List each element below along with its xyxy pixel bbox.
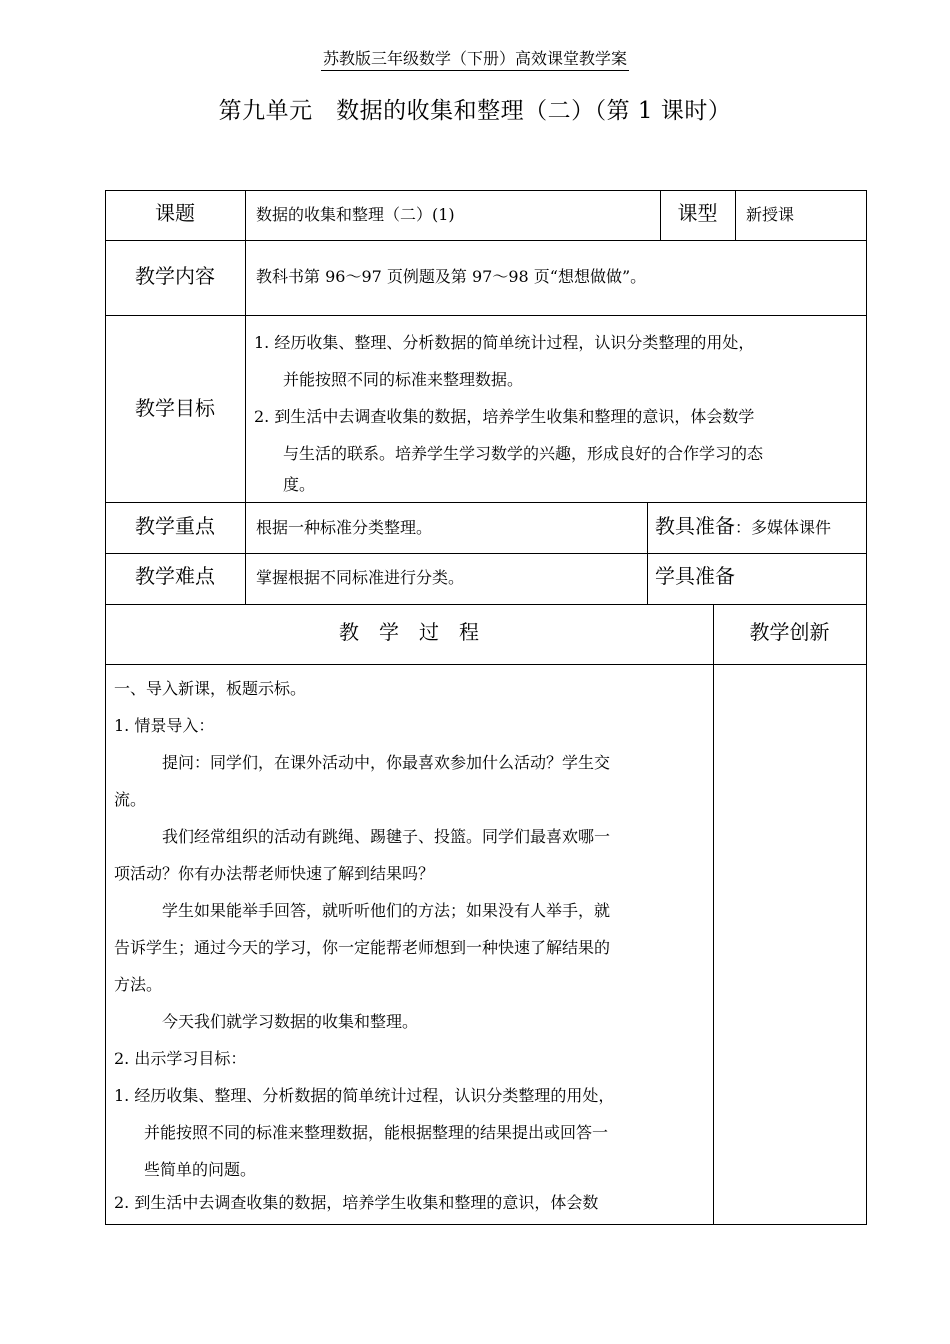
teacher-tools-label: 教具准备 <box>655 514 735 538</box>
process-line: 并能按照不同的标准来整理数据，能根据整理的结果提出或回答一 <box>144 1123 609 1142</box>
process-line: 1. 经历收集、整理、分析数据的简单统计过程，认识分类整理的用处， <box>114 1086 615 1105</box>
student-tools-label: 学具准备 <box>655 564 735 588</box>
process-line: 2. 出示学习目标： <box>114 1049 247 1068</box>
process-line: 2. 到生活中去调查收集的数据，培养学生收集和整理的意识，体会数 <box>114 1193 599 1212</box>
process-line: 今天我们就学习数据的收集和整理。 <box>162 1012 419 1031</box>
goal-line: 1. 经历收集、整理、分析数据的简单统计过程，认识分类整理的用处， <box>254 333 755 352</box>
process-line: 些简单的问题。 <box>144 1160 257 1179</box>
content-value: 教科书第 96～97 页例题及第 97～98 页“想想做做”。 <box>256 267 647 286</box>
goal-line: 与生活的联系。培养学生学习数学的兴趣，形成良好的合作学习的态 <box>283 444 764 463</box>
lesson-title: 第九单元 数据的收集和整理（二）（第 1 课时） <box>218 98 732 124</box>
difficulty-value: 掌握根据不同标准进行分类。 <box>256 568 465 587</box>
process-line: 1. 情景导入： <box>114 716 215 735</box>
topic-value: 数据的收集和整理（二）(1) <box>256 205 455 224</box>
innovation-label: 教学创新 <box>749 620 830 644</box>
process-line: 流。 <box>114 790 147 809</box>
goals-label: 教学目标 <box>135 396 215 420</box>
process-line: 一、导入新课，板题示标。 <box>114 679 307 698</box>
process-line: 告诉学生；通过今天的学习，你一定能帮老师想到一种快速了解结果的 <box>114 938 611 957</box>
key-point-label: 教学重点 <box>135 514 215 538</box>
process-line: 项活动？你有办法帮老师快速了解到结果吗？ <box>114 864 435 883</box>
process-label: 教 学 过 程 <box>339 620 479 644</box>
key-point-value: 根据一种标准分类整理。 <box>256 518 433 537</box>
teacher-tools <box>655 516 831 536</box>
document-header-text: 苏教版三年级数学（下册）高效课堂教学案 <box>321 49 629 71</box>
document-header <box>0 46 950 69</box>
lesson-type-label: 课型 <box>677 201 718 225</box>
teacher-tools-value: ：多媒体课件 <box>735 518 832 537</box>
process-line: 方法。 <box>114 975 163 994</box>
process-line: 学生如果能举手回答，就听听他们的方法；如果没有人举手，就 <box>162 901 611 920</box>
difficulty-label: 教学难点 <box>135 564 215 588</box>
goal-line: 度。 <box>283 475 316 494</box>
process-line: 我们经常组织的活动有跳绳、踢毽子、投篮。同学们最喜欢哪一 <box>162 827 611 846</box>
process-line: 提问：同学们，在课外活动中，你最喜欢参加什么活动？学生交 <box>162 753 611 772</box>
topic-label: 课题 <box>155 201 195 225</box>
goal-line: 2. 到生活中去调查收集的数据，培养学生收集和整理的意识，体会数学 <box>254 407 755 426</box>
lesson-type-value: 新授课 <box>746 205 795 224</box>
goal-line: 并能按照不同的标准来整理数据。 <box>283 370 524 389</box>
content-label: 教学内容 <box>135 264 215 288</box>
